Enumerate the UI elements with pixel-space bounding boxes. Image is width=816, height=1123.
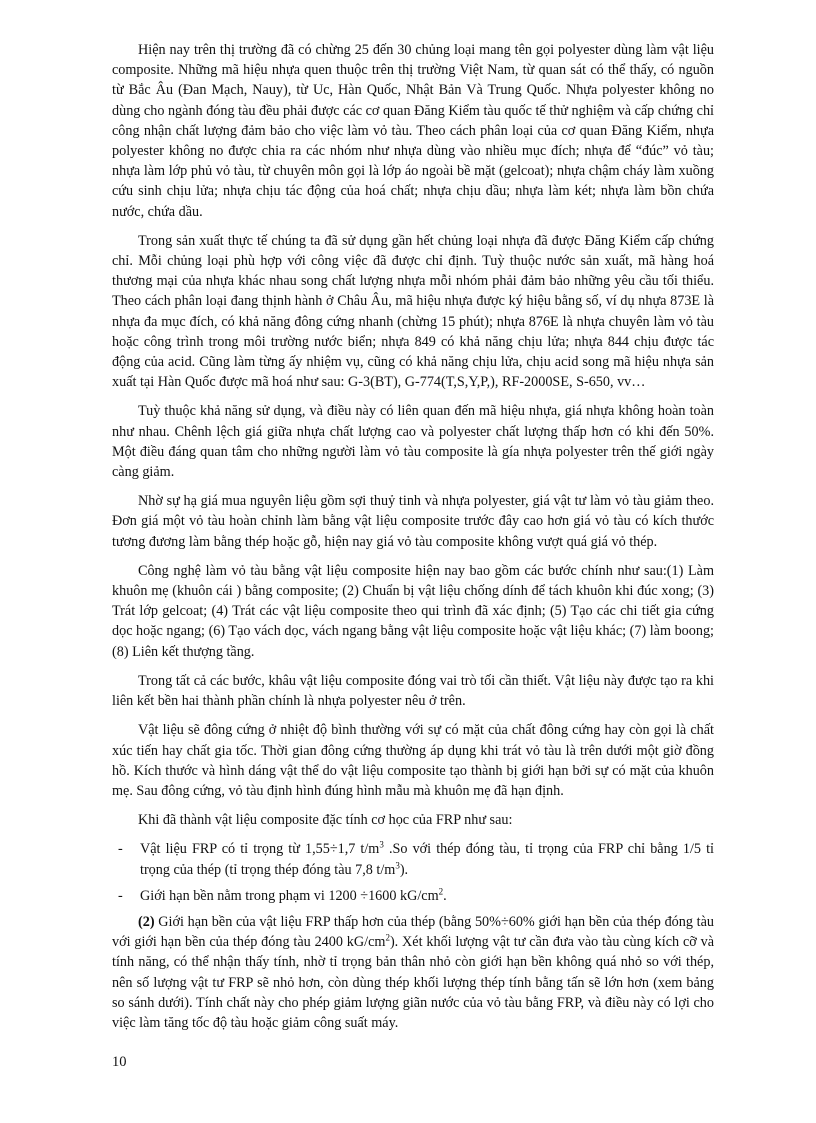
paragraph-frp-strength: (2) Giới hạn bền của vật liệu FRP thấp hơn của thép (bằng 50%÷60% giới hạn bền của thép đóng tàu với giới hạn bền của thép đóng tàu 2400 $kG/cm^2$). Xét khối lượng vật tư cần đưa vào tàu cùng kích cỡ và tính năng, có thể nhận thấy tính, nhờ tỉ trọng bản thân nhỏ còn giới hạn bền không quá nhỏ so với thép, nên số lượng vật tư FRP sẽ nhỏ hơn, còn dùng thép khối lượng thép tính bằng tấn sẽ lớn hơn (xem bảng so sánh dưới). Tính chất này cho phép giảm lượng giãn nước của vỏ tàu bằng FRP, và điều này có lợi cho việc làm tăng tốc độ tàu hoặc giảm công suất máy.	[112, 913, 714, 1031]
item-number: (2)	[138, 913, 155, 930]
paragraph-resin-certification: Trong sản xuất thực tế chúng ta đã sử dụng gần hết chủng loại nhựa đã được Đăng Kiểm cấp chứng chỉ. Mỗi chủng loại phù hợp với công việc đã được chỉ định. Tuỳ thuộc nước sản xuất, mã hàng hoá thương mại của nhựa khác nhau song chất lượng nhựa mỗi nhóm phải đảm bảo những yêu cầu tối thiểu. Theo cách phân loại đang thịnh hành ở Châu Âu, mã hiệu nhựa được ký hiệu bằng số, ví dụ nhựa 873E là nhựa đa mục đích, có khả năng đông cứng nhanh (chừng 15 phút); nhựa 876E là nhựa chuyên làm vỏ tàu hoặc công trình trong môi trường nước biển; nhựa 849 có khả năng chịu lửa; nhựa 844 chịu được tác động của acid. Cũng làm từng ấy nhiệm vụ, cũng có khả năng chịu lửa, chịu acid song mã hiệu nhựa sản xuất tại Hàn Quốc được mã hoá như sau: G-3(BT), G-774(T,S,Y,P,), RF-2000SE, S-650, vv…	[112, 232, 714, 391]
body-text	[112, 40, 714, 1042]
dash-bullet: -	[118, 887, 123, 904]
dash-bullet: -	[118, 841, 123, 858]
paragraph-curing: Vật liệu sẽ đông cứng ở nhiệt độ bình thường với sự có mặt của chất đông cứng hay còn gọi là chất xúc tiến hay chất gia tốc. Thời gian đông cứng thường áp dụng khi trát vỏ tàu là trên dưới một giờ đồng hồ. Kích thước và hình dáng vật thể do vật liệu composite tạo thành bị giới hạn bởi sự có mặt của khuôn mẹ. Sau đông cứng, vỏ tàu định hình đúng hình mẫu mà khuôn mẹ đã hạn định.	[112, 722, 714, 799]
paragraph-composite-role: Trong tất cả các bước, khâu vật liệu composite đóng vai trò tối cần thiết. Vật liệu này được tạo ra khi liên kết bền hai thành phần chính là nhựa polyester nêu ở trên.	[112, 672, 714, 710]
frp-properties-list	[112, 839, 714, 906]
page-number: 10	[112, 1054, 127, 1070]
paragraph-hull-cost: Nhờ sự hạ giá mua nguyên liệu gồm sợi thuỷ tinh và nhựa polyester, giá vật tư làm vỏ tàu giảm theo. Đơn giá một vỏ tàu hoàn chỉnh làm bằng vật liệu composite trước đây cao hơn giá vỏ tàu có kích thước tương đương làm bằng thép hoặc gỗ, hiện nay giá vỏ tàu composite không vượt quá giá vỏ thép.	[112, 493, 714, 550]
list-item: - Giới hạn bền nằm trong phạm vi 1200 ÷1600 $kG/cm^2$.	[112, 886, 714, 906]
list-item: - Vật liệu FRP có tỉ trọng từ 1,55÷1,7 $t/m^3$ .So với thép đóng tàu, tỉ trọng của FRP chỉ bằng 1/5 tỉ trọng của thép (tỉ trọng thép đóng tàu 7,8 $t/m^3$).	[118, 839, 714, 878]
paragraph-polyester-types: Hiện nay trên thị trường đã có chừng 25 đến 30 chủng loại mang tên gọi polyester dùng làm vật liệu composite. Những mã hiệu nhựa quen thuộc trên thị trường Việt Nam, từ quan sát có thể thấy, có nguồn từ Bắc Âu (Đan Mạch, Nauy), từ Uc, Hàn Quốc, Nhật Bản Và Trung Quốc. Nhựa polyester không no dùng cho ngành đóng tàu đều phải được các cơ quan Đăng Kiểm tàu quốc tế thử nghiệm và cấp chứng chỉ công nhận chất lượng đảm bảo cho việc làm vỏ tàu. Theo cách phân loại của cơ quan Đăng Kiểm, nhựa polyester không no được chia ra các nhóm như nhựa dùng vào nhiều mục đích; nhựa để “đúc” vỏ tàu; nhựa làm lớp phủ vỏ tàu, từ chuyên môn gọi là lớp áo ngoài bề mặt (gelcoat); nhựa chậm cháy làm xuồng cứu sinh chịu lửa; nhựa chịu tác động của hoá chất; nhựa chịu dầu; nhựa làm két; nhựa làm bồn chứa nước, chứa dầu.	[112, 42, 714, 220]
paragraph-resin-price: Tuỳ thuộc khả năng sử dụng, và điều này có liên quan đến mã hiệu nhựa, giá nhựa không hoàn toàn như nhau. Chênh lệch giá giữa nhựa chất lượng cao và polyester chất lượng thấp hơn có khi đến 50%. Một điều đáng quan tâm cho những người làm vỏ tàu composite là gía nhựa polyester trên thế giới ngày càng giảm.	[112, 403, 714, 481]
paragraph-process-steps: Công nghệ làm vỏ tàu bằng vật liệu composite hiện nay bao gồm các bước chính như sau:(1) Làm khuôn mẹ (khuôn cái ) bằng composite; (2) Chuẩn bị vật liệu chống dính để tách khuôn khi đúc xong; (3) Trát lớp gelcoat; (4) Trát các vật liệu composite theo qui trình đã xác định; (5) Tạo các chi tiết gia cứng dọc hoặc ngang; (6) Tạo vách dọc, vách ngang bằng vật liệu composite hoặc vật liệu khác; (7) làm boong; (8) Liên kết thượng tầng.	[112, 562, 714, 660]
paragraph-frp-properties-intro: Khi đã thành vật liệu composite đặc tính cơ học của FRP như sau:	[138, 812, 513, 829]
